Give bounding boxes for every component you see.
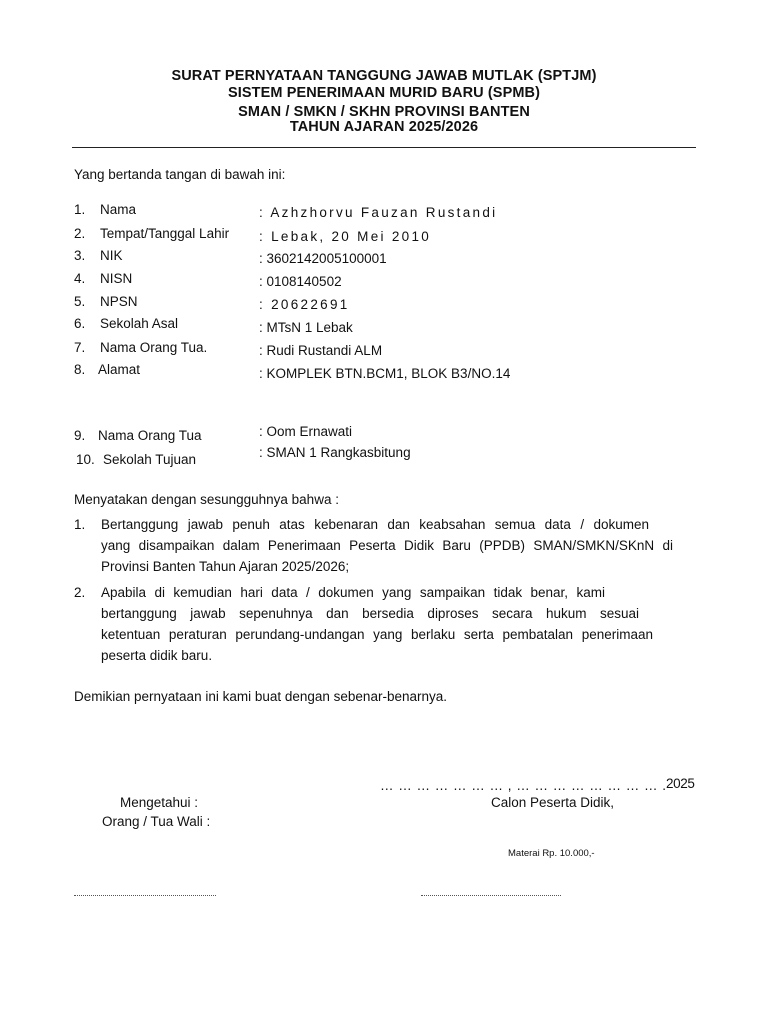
field-label-nik: NIK [100,248,123,263]
field-label-sekolah-tujuan: Sekolah Tujuan [103,452,197,467]
field-label-alamat: Alamat [98,362,141,377]
field-value-npsn: : 20622691 [259,297,350,312]
statement-number: 1. [74,517,86,532]
statement-intro: Menyatakan dengan sesungguhnya bahwa : [74,492,339,507]
field-number: 5. [74,294,86,309]
document-academic-year: TAHUN AJARAN 2025/2026 [289,119,479,135]
closing-text: Demikian pernyataan ini kami buat dengan sebenar-benarnya. [74,689,447,704]
statement-2 [101,582,653,666]
field-value-sekolah-asal: : MTsN 1 Lebak [259,320,353,335]
field-number: 2. [74,226,86,241]
header-divider [72,147,696,148]
field-label-sekolah-asal: Sekolah Asal [100,316,179,331]
left-signer-role: Orang / Tua Wali : [102,814,211,829]
statement-number: 2. [74,585,86,600]
field-label-nama-orang-tua: Nama Orang Tua [98,428,202,443]
document-subtitle: SISTEM PENERIMAAN MURID BARU (SPMB) [227,85,541,101]
statement-line: Bertanggung jawab penuh atas kebenaran dan keabsahan semua data / dokumen [101,517,649,532]
document-title: SURAT PERNYATAAN TANGGUNG JAWAB MUTLAK (SPTJM) [171,68,597,84]
field-value-nik: : 3602142005100001 [259,251,387,266]
statement-line: ketentuan peraturan perundang-undangan yang berlaku serta pembatalan penerimaan [101,627,653,642]
statement-line: bertanggung jawab sepenuhnya dan bersedia diproses secara hukum sesuai [101,606,639,621]
field-number: 3. [74,248,86,263]
field-number: 7. [74,340,86,355]
field-number: 1. [74,202,86,217]
right-signature-line [421,895,561,896]
field-label-nama: Nama [100,202,137,217]
field-number: 6. [74,316,86,331]
stamp-duty-note: Materai Rp. 10.000,- [508,848,595,859]
intro-text: Yang bertanda tangan di bawah ini: [74,167,286,182]
field-number: 10. [76,452,95,467]
field-number: 9. [74,428,86,443]
field-label-npsn: NPSN [100,294,138,309]
document-institution: SMAN / SMKN / SKHN PROVINSI BANTEN [238,104,530,120]
field-number: 4. [74,271,86,286]
place-date-placeholder: … … … … … … … , … … … … … … … … . [380,778,667,793]
left-signer-title: Mengetahui : [120,795,199,810]
field-value-nama: : Azhzhorvu Fauzan Rustandi [259,205,498,220]
statement-line: Apabila di kemudian hari data / dokumen yang sampaikan tidak benar, kami [101,585,605,600]
field-value-nama-orang-tua: : Oom Ernawati [259,424,353,439]
field-label-nisn: NISN [100,271,133,286]
left-signature-line [74,895,216,896]
field-value-sekolah-tujuan: : SMAN 1 Rangkasbitung [259,445,411,460]
field-value-orang-tua: : Rudi Rustandi ALM [259,343,383,358]
field-label-ttl: Tempat/Tanggal Lahir [100,226,230,241]
statement-line: yang disampaikan dalam Penerimaan Peserta Didik Baru (PPDB) SMAN/SMKN/SKnN di [101,538,673,553]
statement-1 [101,514,673,577]
statement-line: Provinsi Banten Tahun Ajaran 2025/2026; [101,559,350,574]
field-value-ttl: : Lebak, 20 Mei 2010 [259,229,432,244]
field-label-orang-tua: Nama Orang Tua. [100,340,208,355]
right-signer-title: Calon Peserta Didik, [491,795,615,810]
signature-year: 2025 [666,776,695,791]
field-number: 8. [74,362,86,377]
statement-line: peserta didik baru. [101,648,213,663]
field-value-nisn: : 0108140502 [259,274,342,289]
field-value-alamat: : KOMPLEK BTN.BCM1, BLOK B3/NO.14 [259,366,511,381]
